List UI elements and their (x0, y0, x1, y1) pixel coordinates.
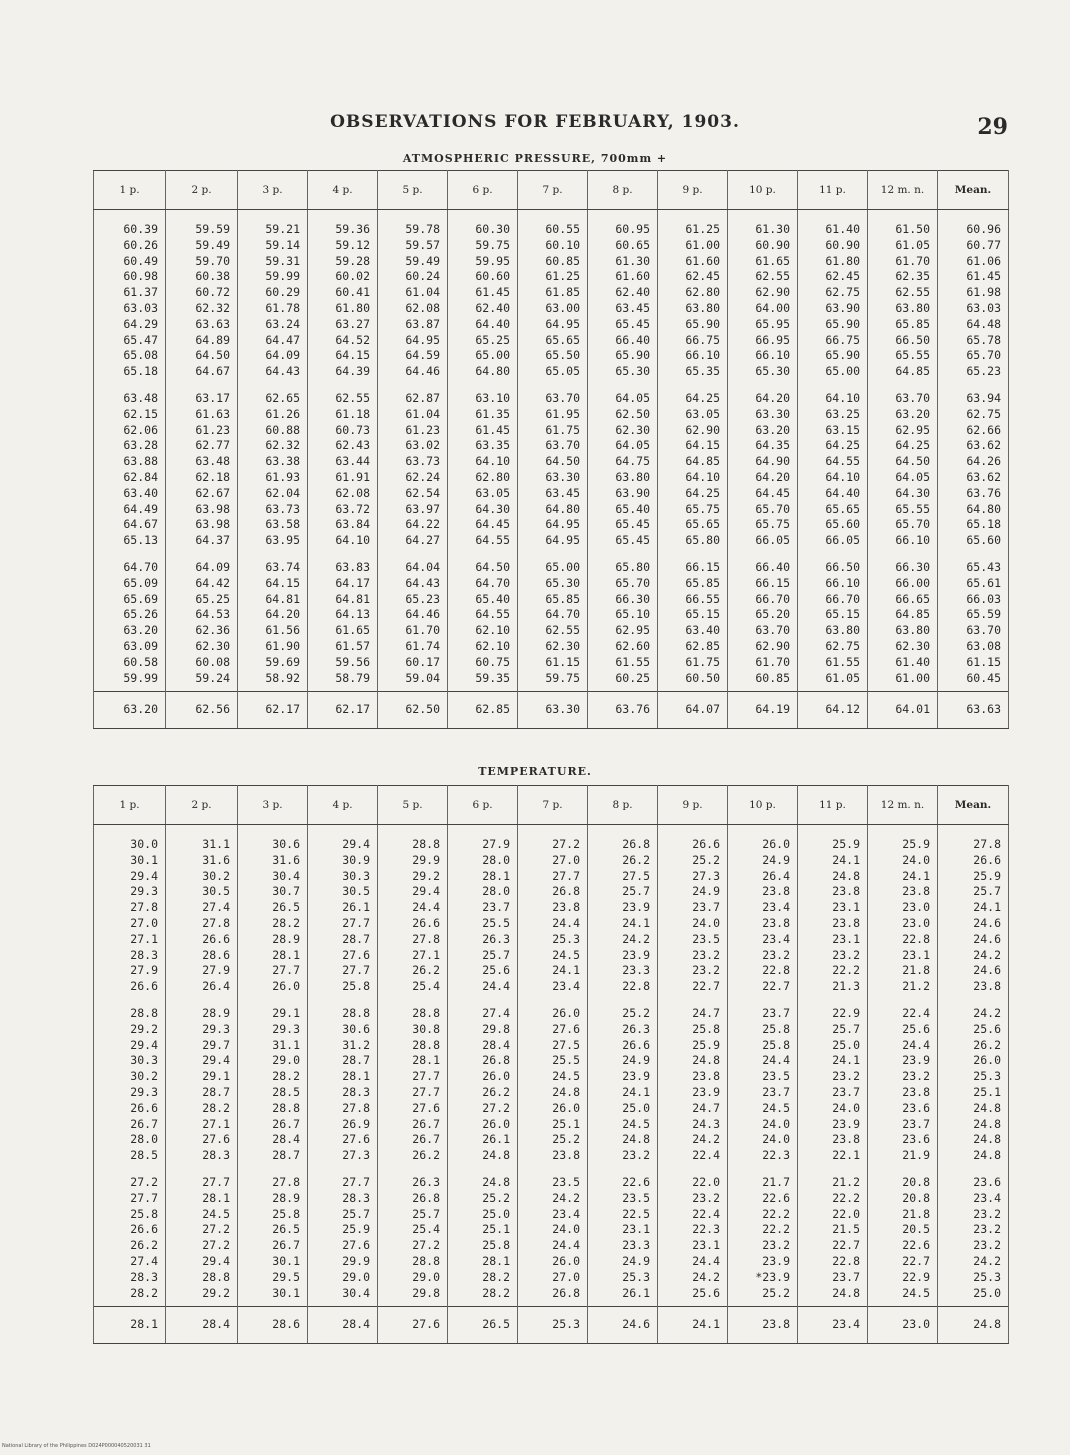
data-cell: 61.40 60.90 61.80 62.45 62.75 63.90 65.90 66.75 65.90 65.00 (798, 210, 868, 385)
data-cell: 60.30 59.75 59.95 60.60 61.45 62.40 64.40 65.25 65.00 64.80 (448, 210, 518, 385)
column-header: 12 m. n. (868, 171, 938, 210)
data-cell: 64.25 63.05 62.90 64.15 64.85 64.10 64.25 65.75 65.65 65.80 (658, 385, 728, 554)
data-cell: 63.70 63.20 62.95 64.25 64.50 64.05 64.30 65.55 65.70 66.10 (868, 385, 938, 554)
column-header: 11 p. (798, 171, 868, 210)
data-cell: 30.0 30.1 29.4 29.3 27.8 27.0 27.1 28.3 27.9 26.6 (94, 825, 166, 1000)
temperature-table (93, 785, 1009, 1344)
data-cell: 61.25 61.00 61.60 62.45 62.80 63.80 65.90 66.75 66.10 65.35 (658, 210, 728, 385)
mean-cell: 28.4 (166, 1307, 238, 1344)
pressure-block-3 (94, 554, 1009, 692)
data-cell: 25.2 26.3 26.6 24.9 23.9 24.1 25.0 24.5 24.8 23.2 (588, 1000, 658, 1169)
mean-cell: 23.0 (868, 1307, 938, 1344)
mean-cell: 64.01 (868, 692, 938, 729)
mean-cell: 23.4 (798, 1307, 868, 1344)
data-cell: 26.8 26.2 27.5 25.7 23.9 24.1 24.2 23.9 23.3 22.8 (588, 825, 658, 1000)
data-cell: 63.10 61.35 61.45 63.35 64.10 62.80 63.05 64.30 64.45 64.55 (448, 385, 518, 554)
data-cell: 28.9 29.3 29.7 29.4 29.1 28.7 28.2 27.1 27.6 28.3 (166, 1000, 238, 1169)
temperature-header-row (94, 786, 1009, 825)
column-header: 5 p. (378, 171, 448, 210)
data-cell: 27.2 27.7 25.8 26.6 26.2 27.4 28.3 28.2 (94, 1169, 166, 1307)
data-cell: 59.78 59.57 59.49 60.24 61.04 62.08 63.87 64.95 64.59 64.46 (378, 210, 448, 385)
data-cell: 60.39 60.26 60.49 60.98 61.37 63.03 64.29 65.47 65.08 65.18 (94, 210, 166, 385)
data-cell: 24.7 25.8 25.9 24.8 23.8 23.9 24.7 24.3 24.2 22.4 (658, 1000, 728, 1169)
temperature-mean-row (94, 1307, 1009, 1344)
mean-cell: 28.4 (308, 1307, 378, 1344)
temperature-block-1 (94, 825, 1009, 1000)
data-cell: 65.00 65.30 65.85 64.70 62.55 62.30 61.15 59.75 (518, 554, 588, 692)
data-cell: 66.40 66.15 66.70 65.20 63.70 62.90 61.70 60.85 (728, 554, 798, 692)
column-header: 5 p. (378, 786, 448, 825)
pressure-table (93, 170, 1009, 729)
pressure-caption: ATMOSPHERIC PRESSURE, 700mm + (402, 152, 668, 165)
data-cell: 66.50 66.10 66.70 65.15 63.80 62.75 61.55 61.05 (798, 554, 868, 692)
mean-cell: 63.20 (94, 692, 166, 729)
data-cell: 28.8 29.9 29.2 29.4 24.4 26.6 27.8 27.1 26.2 25.4 (378, 825, 448, 1000)
pressure-block-2 (94, 385, 1009, 554)
data-cell: 65.80 65.70 66.30 65.10 62.95 62.60 61.55 60.25 (588, 554, 658, 692)
column-header: 10 p. (728, 786, 798, 825)
data-cell: 29.1 29.3 31.1 29.0 28.2 28.5 28.8 26.7 28.4 28.7 (238, 1000, 308, 1169)
data-cell: 25.9 24.0 24.1 23.8 23.0 23.0 22.8 23.1 21.8 21.2 (868, 825, 938, 1000)
data-cell: 65.43 65.61 66.03 65.59 63.70 63.08 61.15 60.45 (938, 554, 1009, 692)
page-number: 29 (977, 114, 1008, 140)
data-cell: 60.95 60.65 61.30 61.60 62.40 63.45 65.45 66.40 65.90 65.30 (588, 210, 658, 385)
pressure-mean-row (94, 692, 1009, 729)
data-cell: 64.05 62.50 62.30 64.05 64.75 63.80 63.90 65.40 65.45 65.45 (588, 385, 658, 554)
mean-cell: 24.1 (658, 1307, 728, 1344)
pressure-block-1 (94, 210, 1009, 385)
column-header: 3 p. (238, 786, 308, 825)
mean-cell: 28.1 (94, 1307, 166, 1344)
data-cell: 27.7 28.1 24.5 27.2 27.2 29.4 28.8 29.2 (166, 1169, 238, 1307)
data-cell: 26.3 26.8 25.7 25.4 27.2 28.8 29.0 29.8 (378, 1169, 448, 1307)
data-cell: 26.0 24.9 26.4 23.8 23.4 23.8 23.4 23.2 22.8 22.7 (728, 825, 798, 1000)
data-cell: 62.87 61.04 61.23 63.02 63.73 62.24 62.54 63.97 64.22 64.27 (378, 385, 448, 554)
mean-cell: 27.6 (378, 1307, 448, 1344)
data-cell: 66.30 66.00 66.65 64.85 63.80 62.30 61.40 61.00 (868, 554, 938, 692)
data-cell: 27.8 26.6 25.9 25.7 24.1 24.6 24.6 24.2 24.6 23.8 (938, 825, 1009, 1000)
mean-cell: 24.8 (938, 1307, 1009, 1344)
data-cell: 27.9 28.0 28.1 28.0 23.7 25.5 26.3 25.7 25.6 24.4 (448, 825, 518, 1000)
data-cell: 28.8 30.6 31.2 28.7 28.1 28.3 27.8 26.9 27.6 27.3 (308, 1000, 378, 1169)
data-cell: 64.10 63.25 63.15 64.25 64.55 64.10 64.40 65.65 65.60 66.05 (798, 385, 868, 554)
column-header: Mean. (938, 171, 1009, 210)
data-cell: 63.17 61.63 61.23 62.77 63.48 62.18 62.67 63.98 63.98 64.37 (166, 385, 238, 554)
mean-cell: 63.30 (518, 692, 588, 729)
mean-cell: 28.6 (238, 1307, 308, 1344)
data-cell: 63.83 64.17 64.81 64.13 61.65 61.57 59.56 58.79 (308, 554, 378, 692)
mean-cell: 64.12 (798, 692, 868, 729)
data-cell: 64.50 64.70 65.40 64.55 62.10 62.10 60.75 59.35 (448, 554, 518, 692)
data-cell: 27.7 28.3 25.7 25.9 27.6 29.9 29.0 30.4 (308, 1169, 378, 1307)
data-cell: 23.6 23.4 23.2 23.2 23.2 24.2 25.3 25.0 (938, 1169, 1009, 1307)
data-cell: 24.8 25.2 25.0 25.1 25.8 28.1 28.2 28.2 (448, 1169, 518, 1307)
column-header: Mean. (938, 786, 1009, 825)
data-cell: 28.8 29.2 29.4 30.3 30.2 29.3 26.6 26.7 28.0 28.5 (94, 1000, 166, 1169)
data-cell: 66.15 65.85 66.55 65.15 63.40 62.85 61.75 60.50 (658, 554, 728, 692)
column-header: 11 p. (798, 786, 868, 825)
temperature-caption: TEMPERATURE. (478, 765, 592, 778)
data-cell: 22.4 25.6 24.4 23.9 23.2 23.8 23.6 23.7 23.6 21.9 (868, 1000, 938, 1169)
column-header: 6 p. (448, 171, 518, 210)
column-header: 10 p. (728, 171, 798, 210)
data-cell: 63.48 62.15 62.06 63.28 63.88 62.84 63.40 64.49 64.67 65.13 (94, 385, 166, 554)
column-header: 8 p. (588, 786, 658, 825)
data-cell: 62.65 61.26 60.88 62.32 63.38 61.93 62.04 63.73 63.58 63.95 (238, 385, 308, 554)
data-cell: 62.55 61.18 60.73 62.43 63.44 61.91 62.08 63.72 63.84 64.10 (308, 385, 378, 554)
mean-cell: 23.8 (728, 1307, 798, 1344)
mean-cell: 25.3 (518, 1307, 588, 1344)
temperature-block-2 (94, 1000, 1009, 1169)
column-header: 12 m. n. (868, 786, 938, 825)
data-cell: 27.8 28.9 25.8 26.5 26.7 30.1 29.5 30.1 (238, 1169, 308, 1307)
data-cell: 23.5 24.2 23.4 24.0 24.4 26.0 27.0 26.8 (518, 1169, 588, 1307)
mean-cell: 63.76 (588, 692, 658, 729)
mean-cell: 64.19 (728, 692, 798, 729)
data-cell: 64.09 64.42 65.25 64.53 62.36 62.30 60.08 59.24 (166, 554, 238, 692)
data-cell: 23.7 25.8 25.8 24.4 23.5 23.7 24.5 24.0 24.0 22.3 (728, 1000, 798, 1169)
temperature-block-3 (94, 1169, 1009, 1307)
column-header: 2 p. (166, 171, 238, 210)
data-cell: 59.59 59.49 59.70 60.38 60.72 62.32 63.63 64.89 64.50 64.67 (166, 210, 238, 385)
data-cell: 60.55 60.10 60.85 61.25 61.85 63.00 64.95 65.65 65.50 65.05 (518, 210, 588, 385)
data-cell: 25.9 24.1 24.8 23.8 23.1 23.8 23.1 23.2 22.2 21.3 (798, 825, 868, 1000)
data-cell: 59.36 59.12 59.28 60.02 60.41 61.80 63.27 64.52 64.15 64.39 (308, 210, 378, 385)
mean-cell: 62.56 (166, 692, 238, 729)
column-header: 7 p. (518, 786, 588, 825)
column-header: 3 p. (238, 171, 308, 210)
data-cell: 64.04 64.43 65.23 64.46 61.70 61.74 60.17 59.04 (378, 554, 448, 692)
data-cell: 24.2 25.6 26.2 26.0 25.3 25.1 24.8 24.8 24.8 24.8 (938, 1000, 1009, 1169)
mean-cell: 24.6 (588, 1307, 658, 1344)
data-cell: 63.94 62.75 62.66 63.62 64.26 63.62 63.76 64.80 65.18 65.60 (938, 385, 1009, 554)
data-cell: 64.70 65.09 65.69 65.26 63.20 63.09 60.58 59.99 (94, 554, 166, 692)
pressure-header-row (94, 171, 1009, 210)
data-cell: 21.2 22.2 22.0 21.5 22.7 22.8 23.7 24.8 (798, 1169, 868, 1307)
column-header: 4 p. (308, 786, 378, 825)
column-header: 2 p. (166, 786, 238, 825)
page-footer: National Library of the Philippines D024P000040520031 31 (2, 1443, 151, 1449)
mean-cell: 63.63 (938, 692, 1009, 729)
mean-cell: 62.50 (378, 692, 448, 729)
data-cell: 29.4 30.9 30.3 30.5 26.1 27.7 28.7 27.6 27.7 25.8 (308, 825, 378, 1000)
data-cell: 30.6 31.6 30.4 30.7 26.5 28.2 28.9 28.1 27.7 26.0 (238, 825, 308, 1000)
data-cell: 26.0 27.6 27.5 25.5 24.5 24.8 26.0 25.1 25.2 23.8 (518, 1000, 588, 1169)
data-cell: 28.8 30.8 28.8 28.1 27.7 27.7 27.6 26.7 26.7 26.2 (378, 1000, 448, 1169)
data-cell: 59.21 59.14 59.31 59.99 60.29 61.78 63.24 64.47 64.09 64.43 (238, 210, 308, 385)
column-header: 7 p. (518, 171, 588, 210)
data-cell: 61.30 60.90 61.65 62.55 62.90 64.00 65.95 66.95 66.10 65.30 (728, 210, 798, 385)
data-cell: 22.6 23.5 22.5 23.1 23.3 24.9 25.3 26.1 (588, 1169, 658, 1307)
mean-cell: 64.07 (658, 692, 728, 729)
column-header: 1 p. (94, 786, 166, 825)
column-header: 6 p. (448, 786, 518, 825)
mean-cell: 26.5 (448, 1307, 518, 1344)
column-header: 9 p. (658, 786, 728, 825)
data-cell: 21.7 22.6 22.2 22.2 23.2 23.9 *23.9 25.2 (728, 1169, 798, 1307)
column-header: 4 p. (308, 171, 378, 210)
mean-cell: 62.17 (238, 692, 308, 729)
data-cell: 27.2 27.0 27.7 26.8 23.8 24.4 25.3 24.5 24.1 23.4 (518, 825, 588, 1000)
column-header: 9 p. (658, 171, 728, 210)
column-header: 1 p. (94, 171, 166, 210)
data-cell: 20.8 20.8 21.8 20.5 22.6 22.7 22.9 24.5 (868, 1169, 938, 1307)
data-cell: 27.4 29.8 28.4 26.8 26.0 26.2 27.2 26.0 26.1 24.8 (448, 1000, 518, 1169)
data-cell: 22.0 23.2 22.4 22.3 23.1 24.4 24.2 25.6 (658, 1169, 728, 1307)
data-cell: 63.70 61.95 61.75 63.70 64.50 63.30 63.45 64.80 64.95 64.95 (518, 385, 588, 554)
data-cell: 64.20 63.30 63.20 64.35 64.90 64.20 64.45 65.70 65.75 66.05 (728, 385, 798, 554)
column-header: 8 p. (588, 171, 658, 210)
data-cell: 63.74 64.15 64.81 64.20 61.56 61.90 59.69 58.92 (238, 554, 308, 692)
data-cell: 60.96 60.77 61.06 61.45 61.98 63.03 64.48 65.78 65.70 65.23 (938, 210, 1009, 385)
data-cell: 26.6 25.2 27.3 24.9 23.7 24.0 23.5 23.2 23.2 22.7 (658, 825, 728, 1000)
data-cell: 31.1 31.6 30.2 30.5 27.4 27.8 26.6 28.6 27.9 26.4 (166, 825, 238, 1000)
page-title: OBSERVATIONS FOR FEBRUARY, 1903. (330, 112, 740, 132)
mean-cell: 62.85 (448, 692, 518, 729)
data-cell: 61.50 61.05 61.70 62.35 62.55 63.80 65.85 66.50 65.55 64.85 (868, 210, 938, 385)
data-cell: 22.9 25.7 25.0 24.1 23.2 23.7 24.0 23.9 23.8 22.1 (798, 1000, 868, 1169)
mean-cell: 62.17 (308, 692, 378, 729)
